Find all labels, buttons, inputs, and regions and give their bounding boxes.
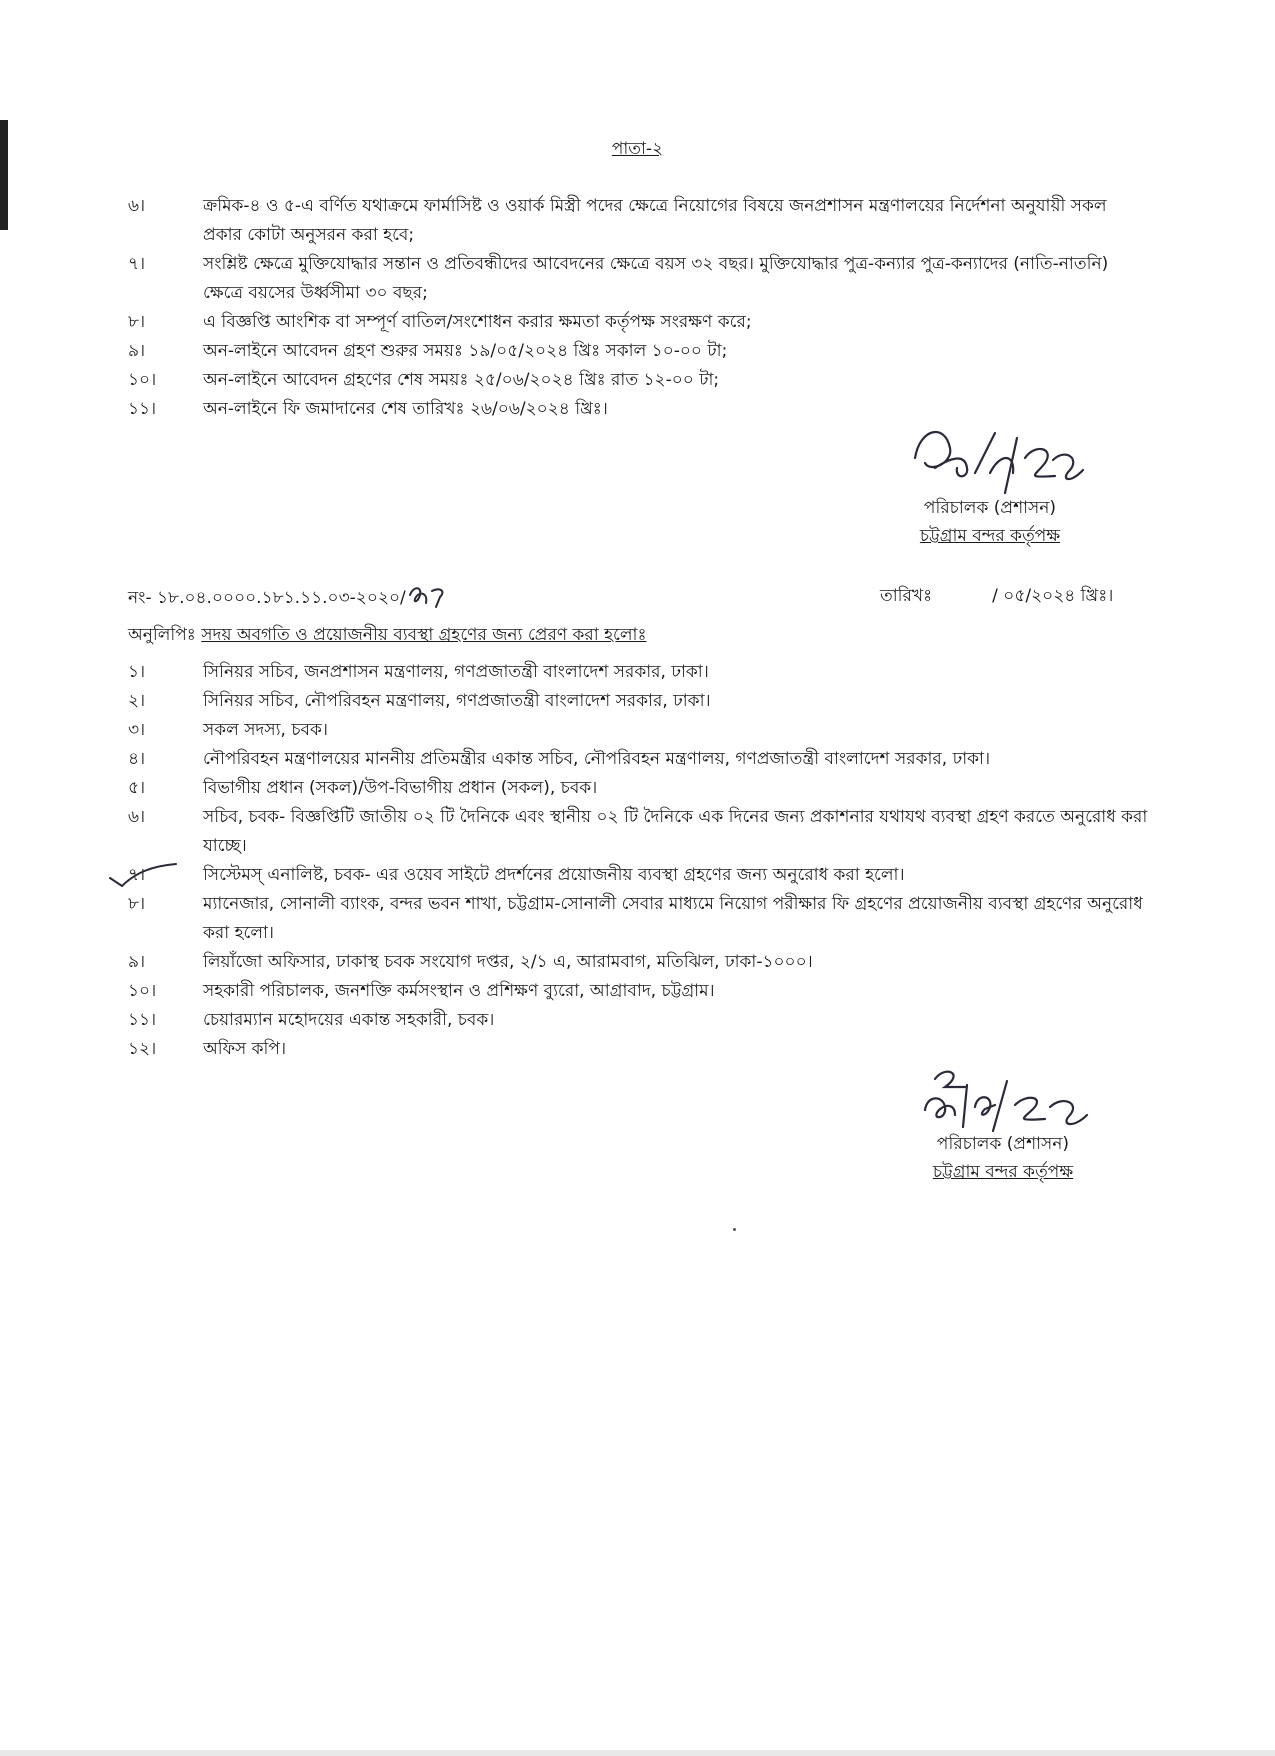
list-item-text: সিস্টেমস্ এনালিষ্ট, চবক- এর ওয়েব সাইটে প্রদর্শনের প্রয়োজনীয় ব্যবস্থা গ্রহণের জন্য অনুরোধ করা হলো।: [203, 865, 905, 885]
list-item: [128, 948, 1148, 977]
list-item-number: ১২।: [128, 1039, 157, 1059]
list-item: [128, 308, 1148, 337]
memo-reference: নং- ১৮.০৪.০০০০.১৮১.১১.০৩-২০২০/: [128, 583, 450, 613]
list-item-number: ১১।: [128, 1010, 157, 1030]
list-item: [128, 687, 1148, 716]
signatory-title: পরিচালক (প্রশাসন): [923, 498, 1057, 518]
list-item-number: ৪।: [128, 749, 146, 769]
list-item-number: ৩।: [128, 720, 146, 740]
conditions-list: [128, 192, 1148, 424]
copy-to-heading: অনুলিপিঃ সদয় অবগতি ও প্রয়োজনীয় ব্যবস্থা গ্রহণের জন্য প্রেরণ করা হলোঃ: [128, 625, 647, 645]
list-item-text: সিনিয়র সচিব, নৌপরিবহন মন্ত্রণালয়, গণপ্রজাতন্ত্রী বাংলাদেশ সরকার, ঢাকা।: [203, 691, 711, 711]
list-item-text: সংশ্লিষ্ট ক্ষেত্রে মুক্তিযোদ্ধার সন্তান ও প্রতিবন্ধীদের আবেদনের ক্ষেত্রে বয়স ৩২ বছর। মুক্তিযোদ্ধার পুত্র-কন্যার পুত্র-কন্যাদের (নাতি-নাতনি) ক্ষেত্রে বয়সের উর্ধ্বসীমা ৩০ বছর;: [203, 254, 1109, 303]
list-item-text: নৌপরিবহন মন্ত্রণালয়ের মাননীয় প্রতিমন্ত্রীর একান্ত সচিব, নৌপরিবহন মন্ত্রণালয়, গণপ্রজাতন্ত্রী বাংলাদেশ সরকার, ঢাকা।: [203, 749, 991, 769]
list-item-number: ১০।: [128, 370, 157, 390]
list-item: [128, 716, 1148, 745]
scan-bottom-edge: [0, 1750, 1275, 1756]
list-item-number: ৯।: [128, 952, 146, 972]
list-item-text: অন-লাইনে আবেদন গ্রহণের শেষ সময়ঃ ২৫/০৬/২০২৪ খ্রিঃ রাত ১২-০০ টা;: [203, 370, 720, 390]
memo-date: তারিখঃ / ০৫/২০২৪ খ্রিঃ।: [880, 586, 1114, 606]
list-item-number: ১।: [128, 662, 146, 682]
list-item-number: ৮।: [128, 312, 146, 332]
list-item: [128, 337, 1148, 366]
recipients-list: [128, 658, 1148, 1064]
signatory-organization: চট্টগ্রাম বন্দর কর্তৃপক্ষ: [932, 1162, 1074, 1182]
list-item-number: ৯।: [128, 341, 146, 361]
list-item-number: ৬।: [128, 196, 146, 216]
signatory-organization: চট্টগ্রাম বন্দর কর্তৃপক্ষ: [919, 526, 1061, 546]
handwritten-ref-number: [406, 583, 450, 609]
check-mark-icon: [108, 862, 178, 892]
list-item: [128, 366, 1148, 395]
list-item: [128, 977, 1148, 1006]
list-item: [128, 658, 1148, 687]
list-item: [128, 192, 1148, 250]
list-item-number: ৫।: [128, 778, 146, 798]
list-item: [128, 861, 1148, 890]
list-item-text: সিনিয়র সচিব, জনপ্রশাসন মন্ত্রণালয়, গণপ্রজাতন্ত্রী বাংলাদেশ সরকার, ঢাকা।: [203, 662, 709, 682]
list-item-number: ১১।: [128, 399, 157, 419]
list-item-number: ১০।: [128, 981, 157, 1001]
list-item-text: ম্যানেজার, সোনালী ব্যাংক, বন্দর ভবন শাখা, চট্টগ্রাম-সোনালী সেবার মাধ্যমে নিয়োগ পরীক্ষার ফি গ্রহণের প্রয়োজনীয় ব্যবস্থা গ্রহণের অনুরোধ করা হলো।: [203, 894, 1143, 943]
list-item-number: ৭।: [128, 254, 146, 274]
list-item: [128, 803, 1148, 861]
list-item-text: অন-লাইনে ফি জমাদানের শেষ তারিখঃ ২৬/০৬/২০২৪ খ্রিঃ।: [203, 399, 608, 419]
list-item-number: ২।: [128, 691, 146, 711]
signatory-title: পরিচালক (প্রশাসন): [936, 1134, 1070, 1154]
list-item: [128, 1035, 1148, 1064]
list-item-text: সকল সদস্য, চবক।: [203, 720, 328, 740]
list-item-number: ৬।: [128, 807, 146, 827]
list-item: [128, 745, 1148, 774]
list-item-number: ৭।: [128, 865, 146, 885]
list-item: [128, 250, 1148, 308]
list-item-text: এ বিজ্ঞপ্তি আংশিক বা সম্পূর্ণ বাতিল/সংশোধন করার ক্ষমতা কর্তৃপক্ষ সংরক্ষণ করে;: [203, 312, 752, 332]
list-item-text: বিভাগীয় প্রধান (সকল)/উপ-বিভাগীয় প্রধান (সকল), চবক।: [203, 778, 598, 798]
list-item-text: অফিস কপি।: [203, 1039, 287, 1059]
signature-block-2: [893, 1130, 1113, 1186]
page-number: পাতা-২: [611, 139, 664, 159]
list-item-text: লিয়াঁজো অফিসার, ঢাকাস্থ চবক সংযোগ দপ্তর, ২/১ এ, আরামবাগ, মতিঝিল, ঢাকা-১০০০।: [203, 952, 813, 972]
handwritten-signature-dated: [915, 1065, 1090, 1140]
list-item: [128, 890, 1148, 948]
list-item: [128, 1006, 1148, 1035]
list-item-text: চেয়ারম্যান মহোদয়ের একান্ত সহকারী, চবক।: [203, 1010, 495, 1030]
list-item-text: ক্রমিক-৪ ও ৫-এ বর্ণিত যথাক্রমে ফার্মাসিষ্ট ও ওয়ার্ক মিস্ত্রী পদের ক্ষেত্রে নিয়োগের বিষয়ে জনপ্রশাসন মন্ত্রণালয়ের নির্দেশনা অনুযায়ী সকল প্রকার কোটা অনুসরন করা হবে;: [203, 196, 1107, 245]
list-item-text: সহকারী পরিচালক, জনশক্তি কর্মসংস্থান ও প্রশিক্ষণ ব্যুরো, আগ্রাবাদ, চট্টগ্রাম।: [203, 981, 715, 1001]
list-item: [128, 774, 1148, 803]
signature-block-1: [880, 494, 1100, 550]
list-item-number: ৮।: [128, 894, 146, 914]
list-item-text: অন-লাইনে আবেদন গ্রহণ শুরুর সময়ঃ ১৯/০৫/২০২৪ খ্রিঃ সকাল ১০-০০ টা;: [203, 341, 728, 361]
scan-speck: [733, 1228, 736, 1231]
handwritten-signature: [905, 418, 1085, 498]
list-item-text: সচিব, চবক- বিজ্ঞপ্তিটি জাতীয় ০২ টি দৈনিকে এবং স্থানীয় ০২ টি দৈনিকে এক দিনের জন্য প্রকাশনার যথাযথ ব্যবস্থা গ্রহণ করতে অনুরোধ করা যাচ্ছে।: [203, 807, 1148, 856]
